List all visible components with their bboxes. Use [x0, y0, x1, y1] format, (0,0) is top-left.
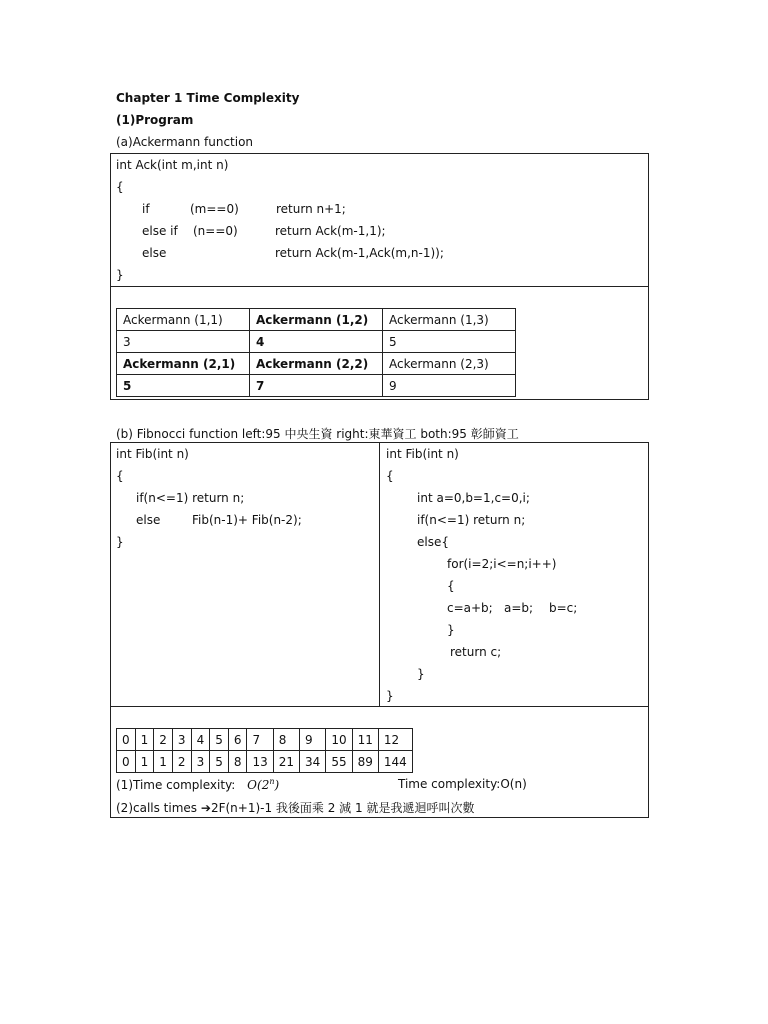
- table-cell: Ackermann (1,1): [117, 309, 250, 331]
- table-cell: 6: [228, 729, 247, 751]
- table-row: [117, 751, 413, 773]
- table-cell: 3: [172, 729, 191, 751]
- table-cell: Ackermann (1,2): [250, 309, 383, 331]
- table-cell: 5: [117, 375, 250, 397]
- table-cell: 13: [247, 751, 273, 773]
- fib-right-code-token: a=b;: [504, 601, 534, 615]
- fib-right-code-line: }: [417, 667, 425, 681]
- fib-left-code-token: else: [136, 513, 161, 527]
- table-cell: 9: [300, 729, 326, 751]
- table-row: [117, 331, 516, 353]
- time-complexity-right: Time complexity:O(n): [398, 777, 527, 791]
- fib-right-code-line: int a=0,b=1,c=0,i;: [417, 491, 530, 505]
- fib-right-code-line: }: [386, 689, 394, 703]
- table-cell: 8: [273, 729, 299, 751]
- ack-code-token: (n==0): [193, 224, 238, 238]
- fib-left-code-line: }: [116, 535, 124, 549]
- complexity-close: ): [274, 778, 280, 792]
- table-cell: 3: [191, 751, 210, 773]
- table-cell: Ackermann (2,2): [250, 353, 383, 375]
- fib-left-code-token: Fib(n-1)+ Fib(n-2);: [192, 513, 302, 527]
- table-row: [117, 353, 516, 375]
- ack-code-token: return Ack(m-1,1);: [275, 224, 386, 238]
- ack-code-line: {: [116, 180, 124, 194]
- complexity-label: (1)Time complexity:: [116, 778, 236, 792]
- fib-right-code-line: int Fib(int n): [386, 447, 459, 461]
- fib-right-code-line: for(i=2;i<=n;i++): [447, 557, 557, 571]
- fib-right-code-token: c=a+b;: [447, 601, 493, 615]
- fibonacci-title: (b) Fibnocci function left:95 中央生資 right:東華資工 both:95 彰師資工: [116, 427, 519, 441]
- ackermann-divider: [110, 286, 649, 287]
- fib-right-code-line: }: [447, 623, 455, 637]
- table-cell: 5: [210, 729, 229, 751]
- fib-right-code-line: else{: [417, 535, 449, 549]
- fib-left-code-line: {: [116, 469, 124, 483]
- table-cell: 4: [191, 729, 210, 751]
- calls-label: (2)calls times: [116, 801, 198, 815]
- complexity-exponent: n: [269, 777, 275, 786]
- table-cell: 89: [352, 751, 378, 773]
- ack-code-token: return Ack(m-1,Ack(m,n-1));: [275, 246, 444, 260]
- fib-left-code-line: if(n<=1) return n;: [136, 491, 245, 505]
- arrow-icon: ➔: [200, 801, 211, 815]
- ack-code-token: if: [142, 202, 150, 216]
- table-cell: 9: [383, 375, 516, 397]
- table-cell: 0: [117, 751, 136, 773]
- fib-right-code-token: b=c;: [549, 601, 578, 615]
- fib-right-code-line: return c;: [450, 645, 502, 659]
- table-cell: 55: [326, 751, 352, 773]
- table-row: [117, 729, 413, 751]
- fibonacci-column-divider: [379, 442, 380, 706]
- ack-code-token: else if: [142, 224, 178, 238]
- table-cell: Ackermann (2,3): [383, 353, 516, 375]
- fibonacci-divider: [110, 706, 649, 707]
- table-cell: 1: [154, 751, 173, 773]
- ackermann-title: (a)Ackermann function: [116, 135, 254, 149]
- table-cell: 34: [300, 751, 326, 773]
- complexity-base: O(2: [247, 778, 270, 792]
- fibonacci-table: [116, 728, 413, 773]
- table-cell: 0: [117, 729, 136, 751]
- table-cell: 7: [250, 375, 383, 397]
- table-row: [117, 309, 516, 331]
- table-cell: 8: [228, 751, 247, 773]
- program-heading: (1)Program: [116, 113, 194, 127]
- ack-code-token: (m==0): [190, 202, 239, 216]
- ack-code-line: }: [116, 268, 124, 282]
- table-cell: 5: [383, 331, 516, 353]
- table-cell: 11: [352, 729, 378, 751]
- table-cell: 4: [250, 331, 383, 353]
- table-cell: Ackermann (2,1): [117, 353, 250, 375]
- table-cell: 144: [378, 751, 412, 773]
- ack-code-token: else: [142, 246, 167, 260]
- calls-times-note: [116, 799, 474, 816]
- time-complexity-left: [116, 777, 279, 792]
- table-cell: 2: [154, 729, 173, 751]
- table-cell: 12: [378, 729, 412, 751]
- table-cell: 1: [135, 729, 154, 751]
- table-cell: 2: [172, 751, 191, 773]
- table-cell: 21: [273, 751, 299, 773]
- table-cell: 1: [135, 751, 154, 773]
- fib-right-code-line: {: [386, 469, 394, 483]
- ackermann-table: [116, 308, 516, 397]
- ack-code-line: int Ack(int m,int n): [116, 158, 229, 172]
- chapter-title: Chapter 1 Time Complexity: [116, 91, 300, 105]
- table-cell: Ackermann (1,3): [383, 309, 516, 331]
- table-cell: 5: [210, 751, 229, 773]
- fib-left-code-line: int Fib(int n): [116, 447, 189, 461]
- ack-code-token: return n+1;: [276, 202, 346, 216]
- calls-text: 2F(n+1)-1 我後面乘 2 減 1 就是我遞迴呼叫次數: [210, 801, 475, 815]
- table-row: [117, 375, 516, 397]
- table-cell: 10: [326, 729, 352, 751]
- fib-right-code-line: if(n<=1) return n;: [417, 513, 526, 527]
- complexity-formula: [247, 778, 279, 792]
- table-cell: 7: [247, 729, 273, 751]
- fib-right-code-line: {: [447, 579, 455, 593]
- table-cell: 3: [117, 331, 250, 353]
